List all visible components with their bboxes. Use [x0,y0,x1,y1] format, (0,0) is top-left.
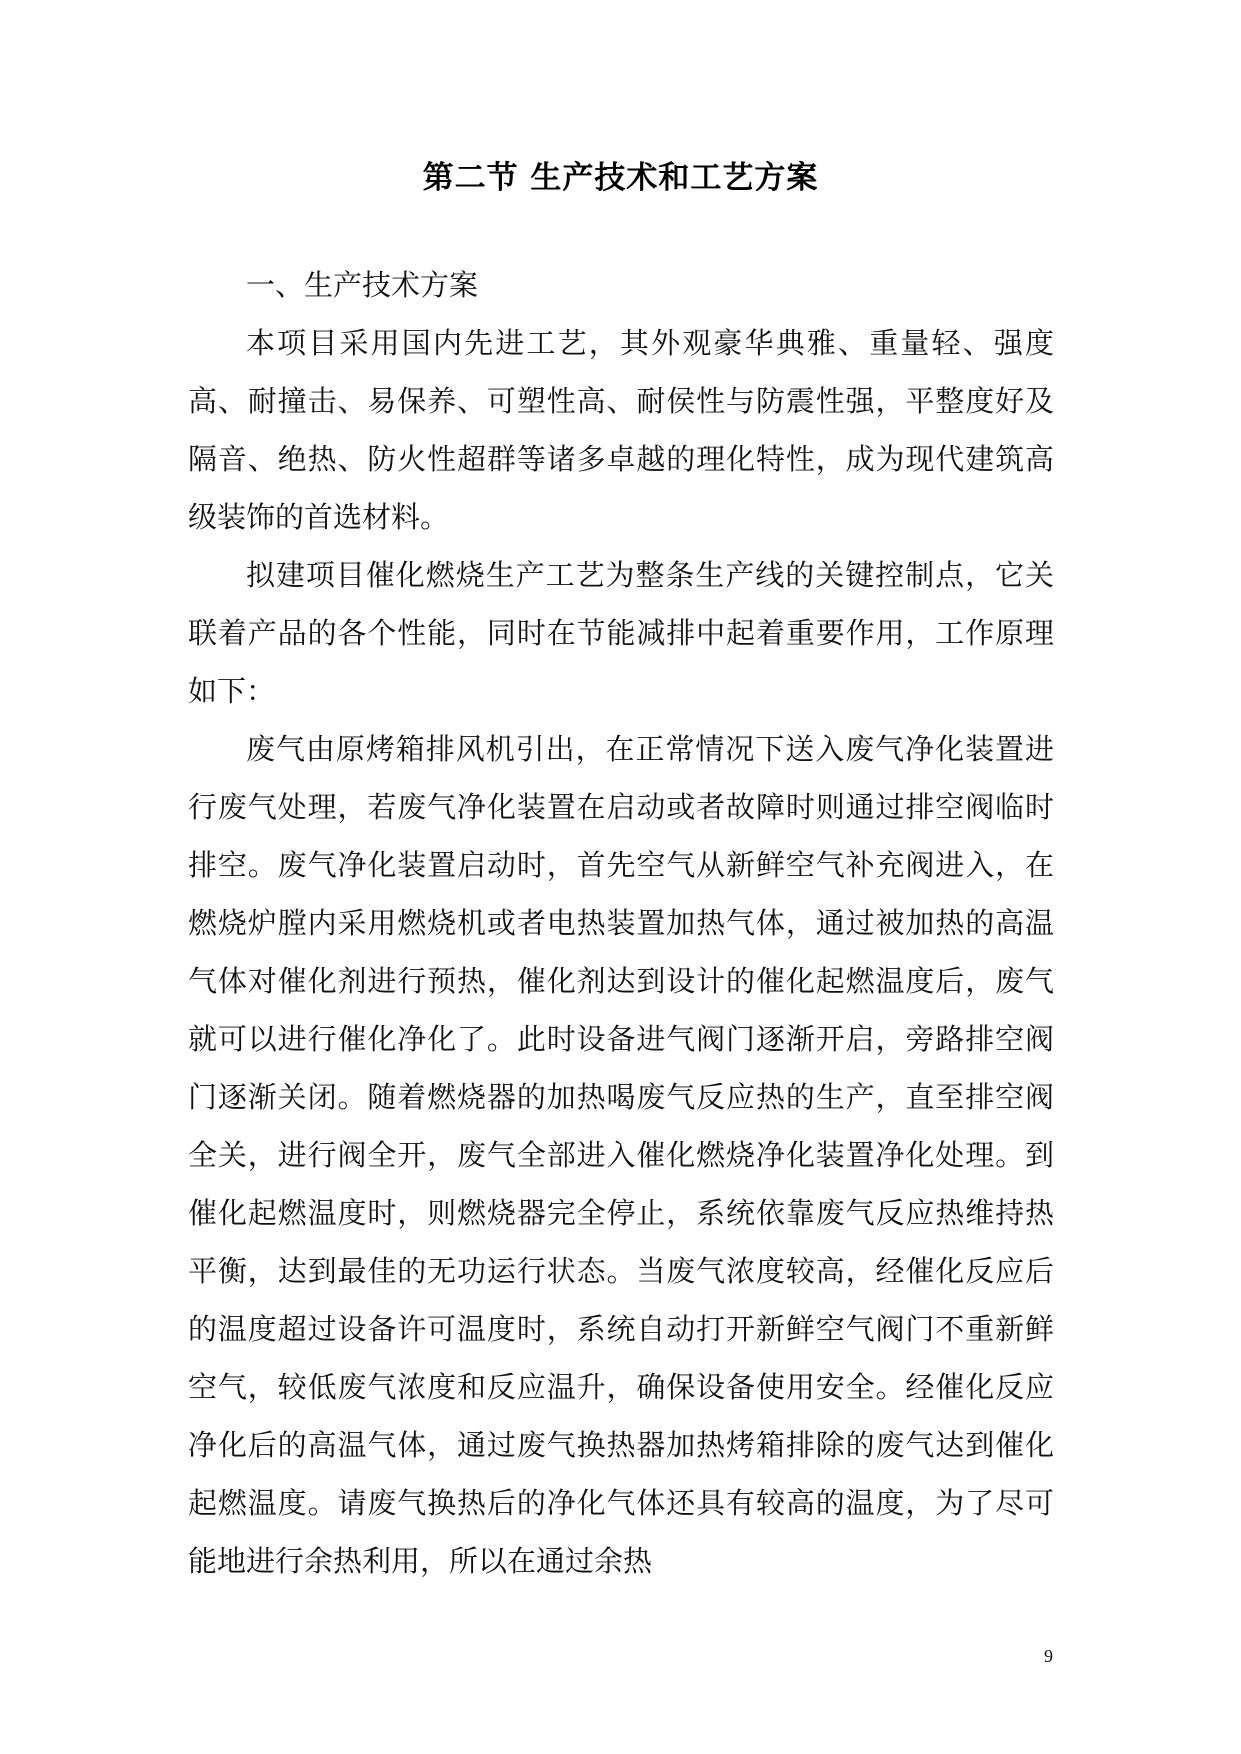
paragraph-3: 废气由原烤箱排风机引出，在正常情况下送入废气净化装置进行废气处理，若废气净化装置在启动或者故障时则通过排空阀临时排空。废气净化装置启动时，首先空气从新鲜空气补充阀进入，在燃烧炉膛内采用燃烧机或者电热装置加热气体，通过被加热的高温气体对催化剂进行预热，催化剂达到设计的催化起燃温度后，废气就可以进行催化净化了。此时设备进气阀门逐渐开启，旁路排空阀门逐渐关闭。随着燃烧器的加热喝废气反应热的生产，直至排空阀全关，进行阀全开，废气全部进入催化燃烧净化装置净化处理。到催化起燃温度时，则燃烧器完全停止，系统依靠废气反应热维持热平衡，达到最佳的无功运行状态。当废气浓度较高，经催化反应后的温度超过设备许可温度时，系统自动打开新鲜空气阀门不重新鲜空气，较低废气浓度和反应温升，确保设备使用安全。经催化反应净化后的高温气体，通过废气换热器加热烤箱排除的废气达到催化起燃温度。请废气换热后的净化气体还具有较高的温度，为了尽可能地进行余热利用，所以在通过余热 [188,732,1054,1578]
section-title: 第二节 生产技术和工艺方案 [422,160,819,196]
page-number: 9 [1044,1646,1053,1666]
subsection-heading: 一、生产技术方案 [246,268,479,302]
body-text [188,256,1054,1590]
paragraph-1: 本项目采用国内先进工艺，其外观豪华典雅、重量轻、强度高、耐撞击、易保养、可塑性高、耐侯性与防震性强，平整度好及隔音、绝热、防火性超群等诸多卓越的理化特性，成为现代建筑高级装饰的首选材料。 [188,326,1054,534]
paragraph-2: 拟建项目催化燃烧生产工艺为整条生产线的关键控制点，它关联着产品的各个性能，同时在节能减排中起着重要作用，工作原理如下： [188,558,1054,708]
